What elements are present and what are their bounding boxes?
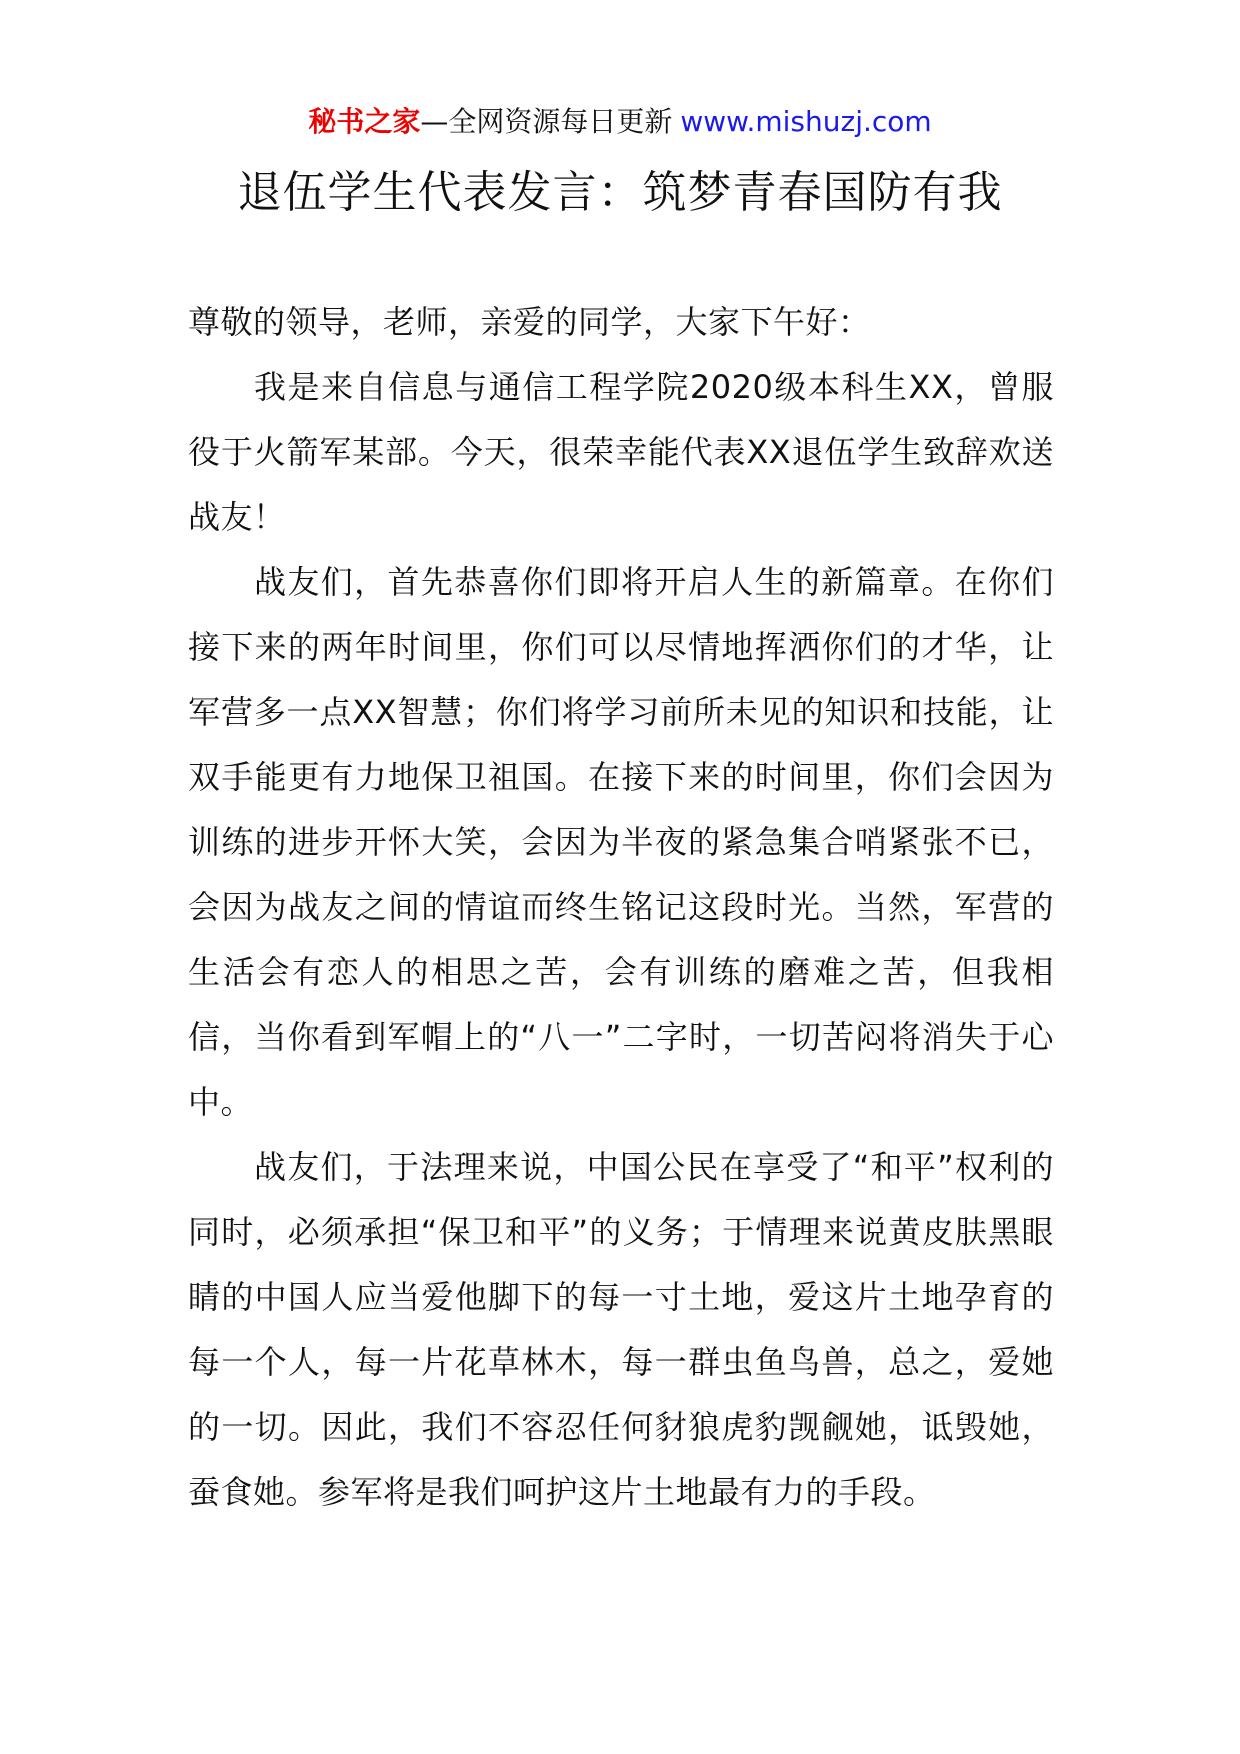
paragraph-1: 我是来自信息与通信工程学院2020级本科生XX，曾服役于火箭军某部。今天，很荣幸能代表XX退伍学生致辞欢送战友！ [188, 368, 1054, 536]
header-tagline: —全网资源每日更新 [420, 105, 673, 138]
brand-name: 秘书之家 [308, 105, 421, 138]
paragraph-2: 战友们，首先恭喜你们即将开启人生的新篇章。在你们接下来的两年时间里，你们可以尽情地挥洒你们的才华，让军营多一点XX智慧；你们将学习前所未见的知识和技能，让双手能更有力地保卫祖国。在接下来的时间里，你们会因为训练的进步开怀大笑，会因为半夜的紧急集合哨紧张不已，会因为战友之间的情谊而终生铭记这段时光。当然，军营的生活会有恋人的相思之苦，会有训练的磨难之苦，但我相信，当你看到军帽上的“八一”二字时，一切苦闷将消失于心中。 [188, 563, 1054, 1121]
salutation: 尊敬的领导，老师，亲爱的同学，大家下午好： [188, 303, 871, 341]
site-url-link[interactable]: www.mishuzj.com [680, 105, 932, 138]
document-body [188, 290, 1054, 1525]
document-title: 退伍学生代表发言：筑梦青春国防有我 [237, 167, 1003, 218]
paragraph-3: 战友们，于法理来说，中国公民在享受了“和平”权利的同时，必须承担“保卫和平”的义务；于情理来说黄皮肤黑眼睛的中国人应当爱他脚下的每一寸土地，爱这片土地孕育的每一个人，每一片花草林木，每一群虫鱼鸟兽，总之，爱她的一切。因此，我们不容忍任何豺狼虎豹觊觎她，诋毁她，蚕食她。参军将是我们呵护这片土地最有力的手段。 [188, 1148, 1054, 1511]
site-header-banner [0, 102, 1240, 142]
